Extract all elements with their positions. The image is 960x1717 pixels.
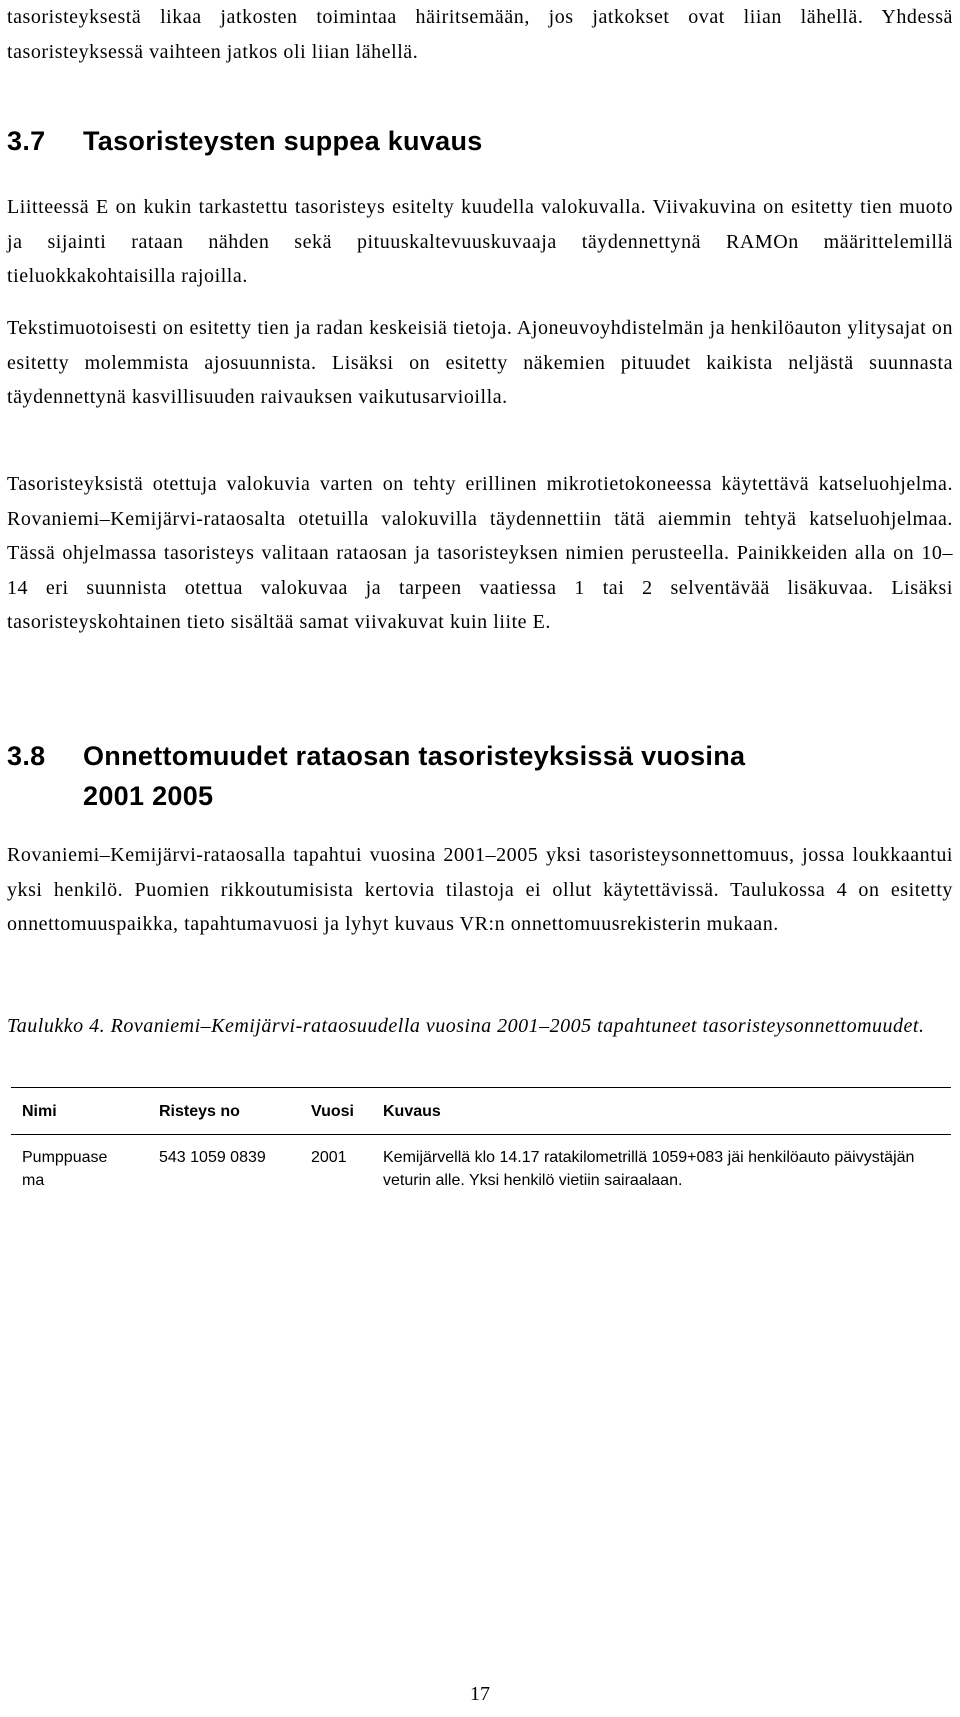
section-3-8-title: Onnettomuudet rataosan tasoristeyksissä vuosina 2001 2005 — [83, 741, 746, 811]
table-header-row — [11, 1100, 951, 1126]
table-cell-nimi: Pumppuasema — [22, 1149, 108, 1189]
page-number: 17 — [470, 1683, 490, 1705]
intro-continuation-paragraph: tasoristeyksestä likaa jatkosten toimintaa häiritsemään, jos jatkokset ovat liian lähellä. Yhdessä tasoristeyksessä vaihteen jatkos oli liian lähellä. — [7, 6, 953, 63]
column-header-kuvaus: Kuvaus — [383, 1103, 441, 1120]
section-3-7-number: 3.7 — [7, 126, 46, 156]
column-header-vuosi: Vuosi — [311, 1103, 354, 1120]
table-4-caption: Taulukko 4. Rovaniemi–Kemijärvi-rataosuudella vuosina 2001–2005 tapahtuneet tasoristeysonnettomuudet. — [7, 1015, 925, 1037]
section-3-7-paragraph-1: Liitteessä E on kukin tarkastettu tasoristeys esitelty kuudella valokuvalla. Viivakuvina on esitetty tien muoto ja sijainti rataan nähden sekä pituuskaltevuuskuvaaja täydennettynä RAMOn määrittelemillä tieluokkakohtaisilla rajoilla. — [7, 196, 953, 288]
section-3-7-heading — [7, 121, 783, 161]
section-3-8-paragraph-1: Rovaniemi–Kemijärvi-rataosalla tapahtui vuosina 2001–2005 yksi tasoristeysonnettomuus, jossa loukkaantui yksi henkilö. Puomien rikkoutumisista kertovia tilastoja ei ollut käytettävissä. Taulukossa 4 on esitetty onnettomuuspaikka, tapahtumavuosi ja lyhyt kuvaus VR:n onnettomuusrekisterin mukaan. — [7, 844, 953, 936]
section-3-8-number: 3.8 — [7, 741, 46, 771]
table-cell-risteys-no: 543 1059 0839 — [159, 1149, 266, 1166]
section-3-7-paragraph-3: Tasoristeyksistä otettuja valokuvia varten on tehty erillinen mikrotietokoneessa käytettävä katseluohjelma. Rovaniemi–Kemijärvi-rataosalta otetuilla valokuvilla täydennettiin tätä aiemmin tehtyä katseluohjelmaa. Tässä ohjelmassa tasoristeys valitaan rataosan ja tasoristeyksen nimien perusteella. Painikkeiden alla on 10–14 eri suunnista otettua valokuvaa ja tarpeen vaatiessa 1 tai 2 selventävää lisäkuvaa. Lisäksi tasoristeyskohtainen tieto sisältää samat viivakuvat kuin liite E. — [7, 473, 953, 634]
section-3-8-heading — [7, 736, 783, 816]
table-header-rule — [11, 1134, 951, 1135]
table-cell-kuvaus: Kemijärvellä klo 14.17 ratakilometrillä 1059+083 jäi henkilöauto päivystäjän veturin alle. Yksi henkilö vietiin sairaalaan. — [383, 1149, 915, 1189]
section-3-7-paragraph-2: Tekstimuotoisesti on esitetty tien ja radan keskeisiä tietoja. Ajoneuvoyhdistelmän ja henkilöauton ylitysajat on esitetty molemmista ajosuunnista. Lisäksi on esitetty näkemien pituudet kaikista neljästä suunnasta täydennettynä kasvillisuuden raivauksen vaikutusarvioilla. — [7, 317, 953, 409]
column-header-risteys-no: Risteys no — [159, 1103, 240, 1120]
table-top-rule — [11, 1087, 951, 1088]
table-row — [11, 1146, 951, 1218]
column-header-nimi: Nimi — [22, 1103, 57, 1120]
section-3-7-title: Tasoristeysten suppea kuvaus — [83, 126, 483, 156]
table-cell-vuosi: 2001 — [311, 1149, 347, 1166]
